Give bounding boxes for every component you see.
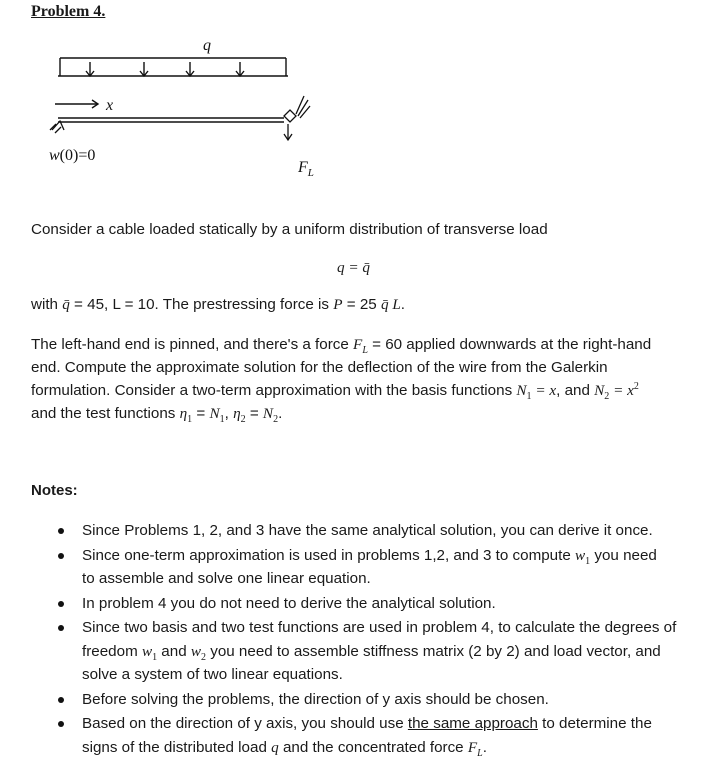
note-6: Based on the direction of y axis, you should use the same approach to determine the signs of the distributed load q and the concentrated force $F_L$. [56, 712, 702, 759]
note-2: Since one-term approximation is used in problems 1,2, and 3 to compute $w_1$ you need to assemble and solve one linear equation. [56, 544, 702, 591]
notes-heading: Notes: [31, 482, 78, 499]
cable [58, 118, 284, 122]
bc-label: w(0)=0 [49, 147, 96, 164]
distributed-load [58, 58, 288, 76]
intro-sentence: Consider a cable loaded statically by a uniform distribution of transverse load [31, 221, 548, 238]
load-label: q [203, 37, 211, 54]
cable-figure [40, 30, 340, 190]
notes-list [56, 519, 702, 760]
note-4: Since two basis and two test functions are used in problem 4, to calculate the degrees of freedom $w_1$ and $w_2$ you need to assemble stiffness matrix (2 by 2) and load vector, and solve a system of two linear equations. [56, 616, 702, 687]
parameters-line: with q̄ = 45, L = 10. The prestressing force is P = 25 q̄ L. [31, 296, 406, 313]
same-approach-link[interactable]: the same approach [407, 715, 538, 732]
load-equation: q = q̄ [337, 259, 371, 276]
problem-line-2: end. Compute the approximate solution for the deflection of the wire from the Galerkin [31, 359, 608, 376]
problem-title: Problem 4. [31, 3, 106, 20]
pin-support [50, 121, 64, 133]
x-axis-label: x [106, 97, 114, 114]
problem-line-3: formulation. Consider a two-term approximation with the basis functions $N_1 = x$, and $N_2 = x^2$ [31, 380, 639, 403]
note-1: Since Problems 1, 2, and 3 have the same analytical solution, you can derive it once. [56, 519, 702, 543]
problem-paragraph [31, 333, 703, 425]
right-end [284, 96, 310, 140]
problem-line-1: The left-hand end is pinned, and there's a force $F_L = 60$ applied downwards at the right-hand [31, 336, 652, 357]
force-label: $F_L$ [298, 159, 314, 179]
problem-line-4: and the test functions $\eta_1 = N_1$, $\eta_2 = N_2$. [31, 405, 283, 426]
x-axis-arrow [55, 100, 98, 108]
note-3: In problem 4 you do not need to derive the analytical solution. [56, 592, 702, 616]
note-5: Before solving the problems, the direction of y axis should be chosen. [56, 688, 702, 712]
